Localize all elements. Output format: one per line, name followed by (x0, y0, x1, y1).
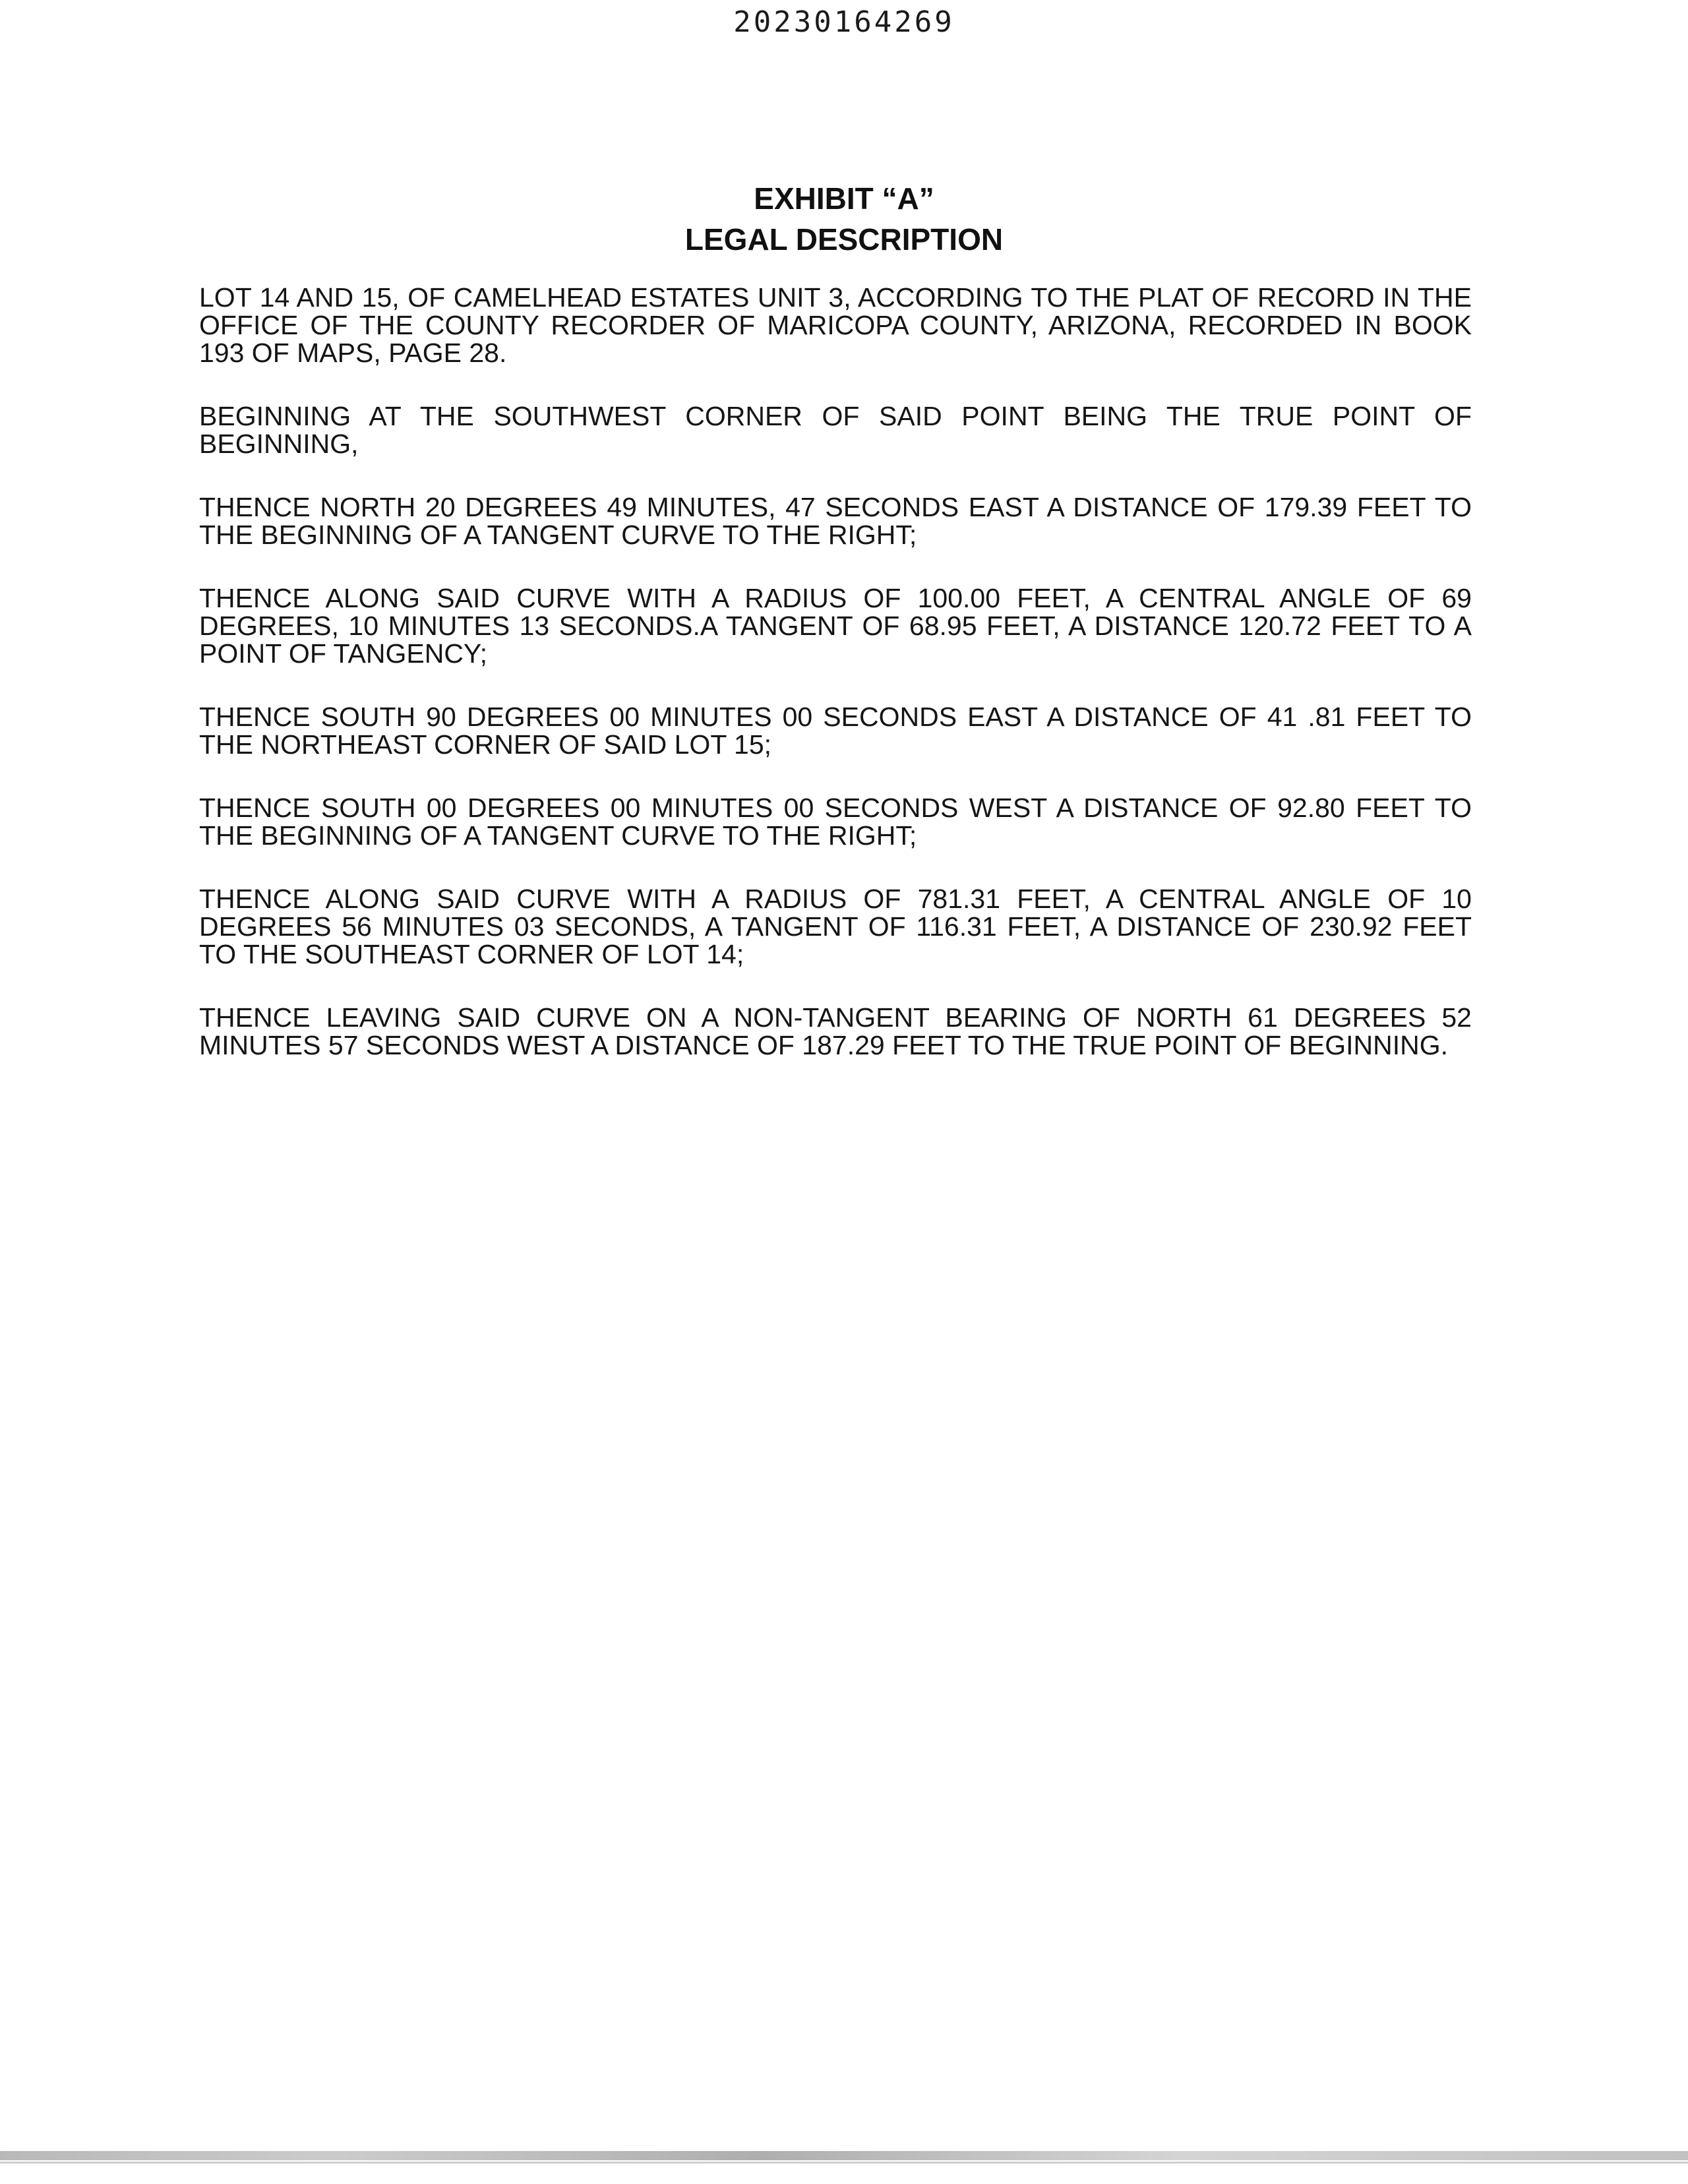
heading-block (0, 178, 1688, 260)
scan-edge-line (0, 2162, 1688, 2164)
legal-description-body (199, 284, 1472, 1095)
paragraph-course-2: THENCE ALONG SAID CURVE WITH A RADIUS OF 100.00 FEET, A CENTRAL ANGLE OF 69 DEGREES, 10 MINUTES 13 SECONDS.A TANGENT OF 68.95 FEET, A DISTANCE 120.72 FEET TO A POINT OF TANGENCY; (199, 583, 1472, 669)
paragraph-course-5: THENCE ALONG SAID CURVE WITH A RADIUS OF 781.31 FEET, A CENTRAL ANGLE OF 10 DEGREES 56 MINUTES 03 SECONDS, A TANGENT OF 116.31 FEET, A DISTANCE OF 230.92 FEET TO THE SOUTHEAST CORNER OF LOT 14; (199, 884, 1472, 969)
paragraph-course-6: THENCE LEAVING SAID CURVE ON A NON-TANGENT BEARING OF NORTH 61 DEGREES 52 MINUTES 57 SECONDS WEST A DISTANCE OF 187.29 FEET TO THE TRUE POINT OF BEGINNING. (199, 1002, 1472, 1060)
paragraph-point-of-beginning: BEGINNING AT THE SOUTHWEST CORNER OF SAID POINT BEING THE TRUE POINT OF BEGINNING, (199, 401, 1472, 459)
paragraph-course-3: THENCE SOUTH 90 DEGREES 00 MINUTES 00 SECONDS EAST A DISTANCE OF 41 .81 FEET TO THE NORTHEAST CORNER OF SAID LOT 15; (199, 702, 1472, 760)
paragraph-lot-description: LOT 14 AND 15, OF CAMELHEAD ESTATES UNIT 3, ACCORDING TO THE PLAT OF RECORD IN THE OFFICE OF THE COUNTY RECORDER OF MARICOPA COUNTY, ARIZONA, RECORDED IN BOOK 193 OF MAPS, PAGE 28. (199, 282, 1472, 368)
exhibit-title: EXHIBIT “A” (754, 181, 934, 216)
record-number: 20230164269 (733, 5, 955, 39)
scan-edge-strip (0, 2151, 1688, 2160)
section-title: LEGAL DESCRIPTION (684, 222, 1004, 257)
paragraph-course-1: THENCE NORTH 20 DEGREES 49 MINUTES, 47 SECONDS EAST A DISTANCE OF 179.39 FEET TO THE BEGINNING OF A TANGENT CURVE TO THE RIGHT; (199, 492, 1472, 550)
paragraph-course-4: THENCE SOUTH 00 DEGREES 00 MINUTES 00 SECONDS WEST A DISTANCE OF 92.80 FEET TO THE BEGINNING OF A TANGENT CURVE TO THE RIGHT; (199, 793, 1472, 851)
